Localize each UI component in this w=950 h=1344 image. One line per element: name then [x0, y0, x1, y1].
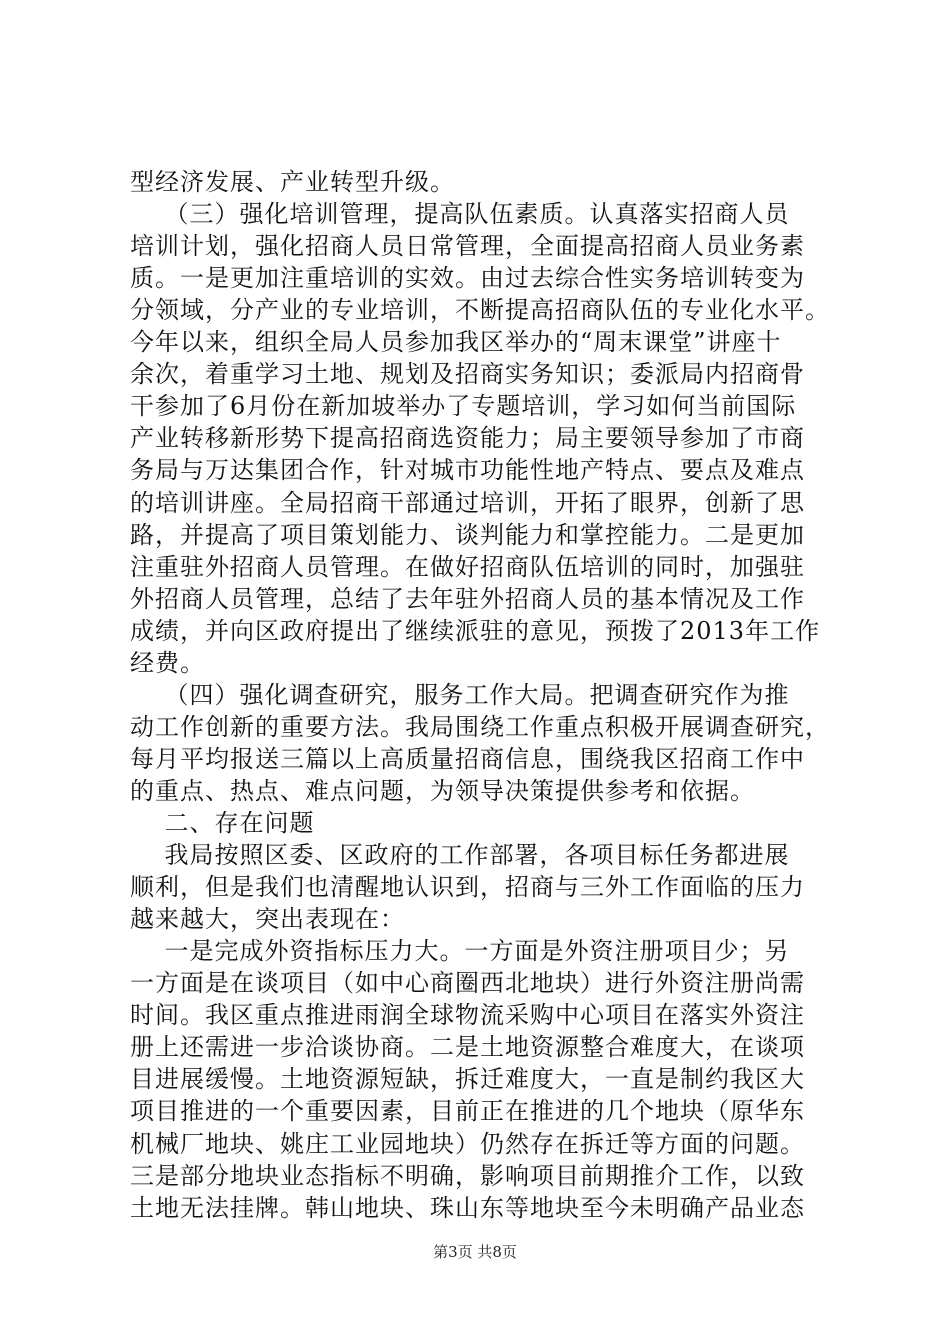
text-line: 土地无法挂牌。韩山地块、珠山东等地块至今未明确产品业态	[130, 1193, 805, 1222]
text-line: 册上还需进一步洽谈协商。二是土地资源整合难度大，在谈项	[130, 1033, 805, 1062]
text-line: 的培训讲座。全局招商干部通过培训，开拓了眼界，创新了思	[130, 488, 805, 517]
text-line: 三是部分地块业态指标不明确，影响项目前期推介工作，以致	[130, 1161, 805, 1190]
text-line: 培训计划，强化招商人员日常管理，全面提高招商人员业务素	[130, 232, 805, 261]
text-line: 机械厂地块、姚庄工业园地块）仍然存在拆迁等方面的问题。	[130, 1129, 805, 1158]
text-line: 越来越大，突出表现在：	[130, 905, 405, 934]
text-line: 分领域，分产业的专业培训，不断提高招商队伍的专业化水平。	[130, 296, 830, 325]
text-line: 型经济发展、产业转型升级。	[130, 168, 455, 196]
page-footer: 第3页 共8页	[433, 1243, 517, 1261]
text-line: 路，并提高了项目策划能力、谈判能力和掌控能力。二是更加	[130, 520, 805, 549]
text-line: 务局与万达集团合作，针对城市功能性地产特点、要点及难点	[130, 456, 805, 485]
text-line: 动工作创新的重要方法。我局围绕工作重点积极开展调查研究，	[130, 712, 830, 741]
text-line: 一方面是在谈项目（如中心商圈西北地块）进行外资注册尚需	[130, 969, 805, 998]
text-line: 干参加了6月份在新加坡举办了专题培训，学习如何当前国际	[130, 392, 797, 421]
text-line: 成绩，并向区政府提出了继续派驻的意见，预拨了2013年工作	[130, 616, 821, 645]
text-line: 我局按照区委、区政府的工作部署，各项目标任务都进展	[130, 841, 790, 870]
text-line: 一是完成外资指标压力大。一方面是外资注册项目少；另	[130, 937, 790, 966]
text-line: 项目推进的一个重要因素，目前正在推进的几个地块（原华东	[130, 1097, 805, 1126]
text-line: 注重驻外招商人员管理。在做好招商队伍培训的同时，加强驻	[130, 552, 805, 581]
text-line: 外招商人员管理，总结了去年驻外招商人员的基本情况及工作	[130, 584, 805, 613]
text-line: 质。一是更加注重培训的实效。由过去综合性实务培训转变为	[130, 264, 805, 293]
text-line: 目进展缓慢。土地资源短缺，拆迁难度大，一直是制约我区大	[130, 1065, 805, 1094]
text-line: 今年以来，组织全局人员参加我区举办的“周末课堂”讲座十	[130, 328, 782, 357]
text-line: 余次，着重学习土地、规划及招商实务知识；委派局内招商骨	[130, 360, 805, 389]
text-line: 经费。	[130, 648, 205, 677]
text-line: 二、存在问题	[130, 809, 315, 837]
text-line: 的重点、热点、难点问题，为领导决策提供参考和依据。	[130, 776, 755, 805]
text-line: 顺利，但是我们也清醒地认识到，招商与三外工作面临的压力	[130, 873, 805, 902]
text-line: （三）强化培训管理，提高队伍素质。认真落实招商人员	[130, 200, 790, 229]
text-line: 每月平均报送三篇以上高质量招商信息，围绕我区招商工作中	[130, 744, 805, 773]
text-line: （四）强化调查研究，服务工作大局。把调查研究作为推	[130, 680, 790, 709]
text-line: 产业转移新形势下提高招商选资能力；局主要领导参加了市商	[130, 424, 805, 453]
text-line: 时间。我区重点推进雨润全球物流采购中心项目在落实外资注	[130, 1001, 805, 1030]
